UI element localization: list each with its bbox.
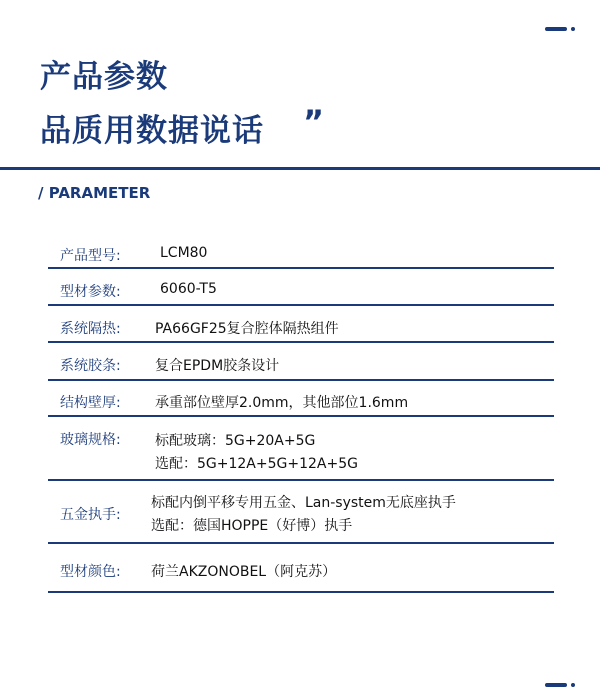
param-label: 型材参数: bbox=[60, 284, 121, 300]
param-label: 系统隔热: bbox=[60, 321, 121, 337]
page-title: 产品参数 bbox=[40, 59, 168, 95]
param-label: 型材颜色: bbox=[60, 564, 121, 580]
param-row-color bbox=[48, 552, 554, 594]
param-label: 玻璃规格: bbox=[60, 432, 121, 448]
param-row-insulation bbox=[48, 312, 554, 344]
row-divider bbox=[48, 267, 554, 269]
param-label: 五金执手: bbox=[60, 507, 121, 523]
param-label: 系统胶条: bbox=[60, 358, 121, 374]
param-row-hardware bbox=[48, 485, 554, 545]
param-value: 标配内倒平移专用五金、Lan-system无底座执手 bbox=[151, 495, 456, 511]
param-value: LCM80 bbox=[160, 245, 208, 261]
param-value: 6060-T5 bbox=[160, 281, 217, 297]
param-row-wall-thickness bbox=[48, 386, 554, 418]
param-value: 承重部位壁厚2.0mm，其他部位1.6mm bbox=[155, 395, 409, 411]
row-divider bbox=[48, 479, 554, 481]
quote-mark: ” bbox=[303, 103, 325, 141]
param-label: 结构壁厚: bbox=[60, 395, 121, 411]
param-value: 选配：5G+12A+5G+12A+5G bbox=[155, 456, 358, 472]
row-divider bbox=[48, 591, 554, 593]
bottom-right-decoration bbox=[545, 683, 567, 687]
param-row-profile bbox=[48, 275, 554, 307]
section-label: / PARAMETER bbox=[38, 184, 151, 202]
top-right-decoration-dot bbox=[571, 27, 575, 31]
row-divider bbox=[48, 415, 554, 417]
page-subtitle-slogan: 品质用数据说话 bbox=[40, 113, 264, 149]
param-label: 产品型号: bbox=[60, 248, 121, 264]
row-divider bbox=[48, 341, 554, 343]
param-value: 标配玻璃：5G+20A+5G bbox=[155, 433, 316, 449]
param-value: 荷兰AKZONOBEL（阿克苏） bbox=[151, 564, 337, 580]
param-value: 选配：德国HOPPE（好博）执手 bbox=[151, 518, 353, 534]
row-divider bbox=[48, 304, 554, 306]
bottom-right-decoration-dot bbox=[571, 683, 575, 687]
param-row-glass bbox=[48, 422, 554, 480]
param-row-gasket bbox=[48, 349, 554, 381]
row-divider bbox=[48, 379, 554, 381]
param-value: 复合EPDM胶条设计 bbox=[155, 358, 280, 374]
header-divider bbox=[0, 167, 600, 170]
row-divider bbox=[48, 542, 554, 544]
param-value: PA66GF25复合腔体隔热组件 bbox=[155, 321, 339, 337]
top-right-decoration bbox=[545, 27, 567, 31]
param-row-model bbox=[48, 238, 554, 270]
